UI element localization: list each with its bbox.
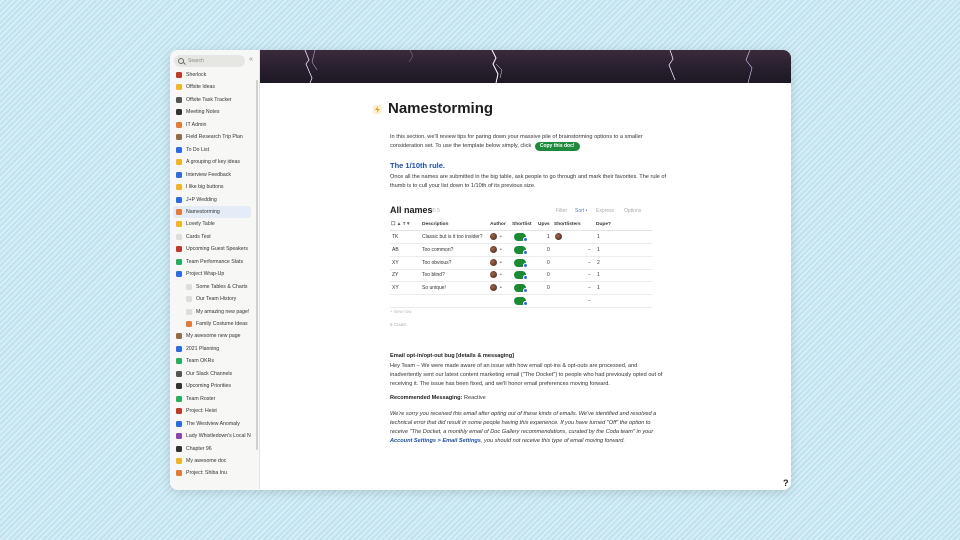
sidebar-item[interactable] <box>173 405 251 417</box>
intro-paragraph <box>390 133 670 151</box>
sidebar-item[interactable] <box>173 268 251 280</box>
shortlist-user-icon <box>523 263 528 268</box>
sidebar-item[interactable] <box>173 430 251 442</box>
page-icon <box>176 184 182 190</box>
page-icon <box>176 84 182 90</box>
sidebar-item[interactable] <box>173 181 251 193</box>
page-icon <box>176 221 182 227</box>
sidebar-item[interactable] <box>173 455 251 467</box>
search-icon <box>178 58 184 64</box>
page-icon <box>176 396 182 402</box>
page-icon <box>176 271 182 277</box>
sidebar-item-label: My awesome new page <box>186 333 241 340</box>
row-dupe: 1 <box>597 234 600 240</box>
header-author[interactable]: Author <box>490 222 506 227</box>
row-upvotes: 0 <box>547 259 550 266</box>
options-button[interactable]: Options <box>624 208 642 214</box>
row-description: So unique! <box>422 285 446 292</box>
sidebar-item-label: Lovely Table <box>186 221 215 228</box>
header-dupe[interactable]: Dupe? <box>596 222 611 227</box>
sidebar-item-label: J+P Wedding <box>186 196 217 203</box>
page-icon <box>186 284 192 290</box>
page-icon <box>176 346 182 352</box>
sidebar-item[interactable] <box>173 69 251 81</box>
page-icon <box>176 97 182 103</box>
header-shortlist[interactable]: Shortlist <box>512 222 532 227</box>
row-upvotes: 1 <box>547 234 550 240</box>
table-row-count: © 5 <box>432 208 440 214</box>
page-icon <box>176 470 182 476</box>
sidebar-item[interactable] <box>173 131 251 143</box>
table-footer-count: 5 Count <box>390 322 406 327</box>
table-row[interactable] <box>390 282 652 295</box>
doc-main <box>260 50 791 490</box>
sidebar-item-label: A grouping of key ideas <box>186 159 240 166</box>
sidebar-item[interactable] <box>173 218 251 230</box>
page-icon <box>176 122 182 128</box>
sidebar-item-label: 2021 Planning <box>186 345 220 352</box>
lightning-icon <box>373 105 382 114</box>
row-shortlisters: – <box>588 272 591 279</box>
page-icon <box>176 259 182 265</box>
sidebar-item[interactable] <box>173 368 251 380</box>
help-button[interactable]: ? <box>783 478 789 488</box>
sidebar-item[interactable] <box>173 243 251 255</box>
sidebar-item[interactable] <box>173 318 251 330</box>
sidebar-item-label: Sherlock <box>186 72 207 78</box>
header-shortlisters[interactable]: Shortlisters <box>554 222 581 227</box>
sidebar-item[interactable] <box>173 169 251 181</box>
sidebar-item-label: Project Wrap-Up <box>186 271 225 278</box>
shortlist-user-icon <box>523 250 528 255</box>
sidebar-item-label: To Do List <box>186 146 210 153</box>
table-row[interactable] <box>390 231 652 244</box>
message-part-2: , you should not receive this type of email moving forward. <box>480 438 625 444</box>
page-icon <box>186 309 192 315</box>
header-description[interactable]: Description <box>422 222 449 227</box>
sidebar-item[interactable] <box>173 144 251 156</box>
sort-button[interactable]: Sort • <box>575 208 588 214</box>
sidebar-item[interactable] <box>173 119 251 131</box>
table-header <box>390 221 652 231</box>
sidebar-item-label: Interview Feedback <box>186 171 231 178</box>
page-icon <box>176 358 182 364</box>
row-description: Classic but is it too insider? <box>422 234 483 240</box>
sidebar-item-label: Field Research Trip Plan <box>186 134 243 141</box>
sidebar-item-label: Team Performance Stats <box>186 258 244 265</box>
table-row[interactable] <box>390 269 652 282</box>
row-dupe: 1 <box>597 246 600 253</box>
shortlist-user-icon <box>523 237 528 242</box>
sidebar-item[interactable] <box>173 106 251 118</box>
row-description: Too blind? <box>422 272 445 279</box>
author-dot: • <box>500 246 502 253</box>
table-row[interactable] <box>390 257 652 270</box>
table-row[interactable] <box>390 244 652 257</box>
sidebar-scrollbar[interactable] <box>256 80 258 450</box>
author-dot: • <box>500 272 502 279</box>
page-icon <box>186 321 192 327</box>
new-row-button[interactable]: + New row <box>390 309 412 314</box>
search-input[interactable] <box>174 55 245 67</box>
row-id: XY <box>392 259 399 266</box>
shortlist-toggle[interactable] <box>514 246 526 254</box>
author-avatar <box>490 246 497 253</box>
page-icon <box>176 333 182 339</box>
author-avatar <box>490 233 497 240</box>
author-dot: • <box>500 259 502 266</box>
row-id: AB <box>392 246 399 253</box>
sidebar-item-label: Our Slack Channels <box>186 370 233 377</box>
express-button[interactable]: Express <box>596 208 615 214</box>
author-avatar <box>490 259 497 266</box>
page-icon <box>176 197 182 203</box>
rec-value: Reactive <box>464 395 486 401</box>
sidebar-item-label: Some Tables & Charts <box>196 283 248 290</box>
sidebar-item-label: Chapter 96 <box>186 445 212 452</box>
sidebar-item-label: Team Roster <box>186 395 216 402</box>
message-part-1: We're sorry you received this email after opting out of these kinds of emails. We've identified and resolved a technical error that did result in some people having this experience. If you have turned "Off" the option to receive "The Docket, a monthly email of Doc Gallery recommendations, curated by the Coda team" in your <box>390 411 657 435</box>
row-id: XY <box>392 285 399 292</box>
row-upvotes: 0 <box>547 285 550 292</box>
sidebar-item[interactable] <box>173 206 251 218</box>
sidebar-item[interactable] <box>173 306 251 318</box>
row-dupe: 1 <box>597 285 600 292</box>
intro-text: In this section, we'll review tips for paring down your massive pile of brainstorming options to a smaller consideration set. To use the template below simply, click <box>390 134 643 149</box>
search-placeholder: Search <box>188 58 204 64</box>
email-bug-body: Hey Team – We were made aware of an issue with how email opt-ins & opt-outs are processed, and inadvertently sent our latest content marketing email ("The Docket") to people who had previously opted out of receiving it. The issue has been fixed, and we'll honor email preferences moving forward. <box>390 363 663 387</box>
header-upvotes[interactable]: Upvs <box>538 222 550 227</box>
sidebar-item[interactable] <box>173 467 251 479</box>
sidebar-item-label: Lady Whistledown's Local N <box>186 433 251 440</box>
page-icon <box>176 383 182 389</box>
sidebar-item[interactable] <box>173 281 251 293</box>
sidebar-item[interactable] <box>173 443 251 455</box>
sidebar-item[interactable] <box>173 94 251 106</box>
rec-label: Recommended Messaging: <box>390 395 463 401</box>
sidebar-item[interactable] <box>173 231 251 243</box>
table-row[interactable] <box>390 295 652 308</box>
sidebar-item-label: Upcoming Priorities <box>186 383 231 390</box>
row-id: TK <box>392 234 399 240</box>
row-dupe: 1 <box>597 272 600 279</box>
sidebar-item[interactable] <box>173 343 251 355</box>
row-description: Too obvious? <box>422 259 452 266</box>
row-id: ZY <box>392 272 399 279</box>
message-paragraph <box>390 410 670 446</box>
page-icon <box>176 246 182 252</box>
sidebar-item-label: My awesome doc <box>186 457 227 464</box>
shortlist-toggle[interactable] <box>514 297 526 305</box>
app-window <box>170 50 791 490</box>
page-icon <box>176 109 182 115</box>
page-icon <box>176 421 182 427</box>
sidebar-item-label: Family Costume Ideas <box>196 321 248 327</box>
shortlist-toggle[interactable] <box>514 233 526 241</box>
row-upvotes: 0 <box>547 246 550 253</box>
page-icon <box>176 234 182 240</box>
recommended-messaging <box>390 395 486 401</box>
collapse-sidebar-icon[interactable]: « <box>249 56 253 63</box>
page-icon <box>176 408 182 414</box>
author-avatar <box>490 284 497 291</box>
table-title: All names <box>390 205 433 215</box>
account-settings-link[interactable]: Account Settings > Email Settings <box>390 438 481 444</box>
rule-text: Once all the names are submitted in the big table, ask people to go through and mark their favorites. The rule of thumb is to cull your list down to 1/10th of its previous size. <box>390 174 667 189</box>
sidebar-item-label: Project: Heist <box>186 408 217 415</box>
shortlist-user-icon <box>523 288 528 293</box>
page-icon <box>176 433 182 439</box>
filter-button[interactable]: Filter <box>556 208 568 214</box>
row-upvotes: 0 <box>547 272 550 279</box>
sidebar-item-label: Offsite Task Tracker <box>186 96 232 103</box>
shortlist-toggle[interactable] <box>514 259 526 267</box>
sidebar-item-label: Project: Shiba Inu <box>186 470 227 477</box>
page-icon <box>176 209 182 215</box>
shortlist-toggle[interactable] <box>514 284 526 292</box>
sidebar-item-label: I like big buttons <box>186 184 224 191</box>
page-icon <box>186 296 192 302</box>
row-description: Too common? <box>422 246 454 253</box>
sidebar-item[interactable] <box>173 355 251 367</box>
shortlist-user-icon <box>523 275 528 280</box>
author-dot: • <box>500 285 502 292</box>
sidebar-item-label: Team OKRs <box>186 358 214 365</box>
sidebar-item-label: Namestorming <box>186 208 220 215</box>
sidebar-item-label: Cards Test <box>186 233 211 240</box>
author-avatar <box>490 271 497 278</box>
page-icon <box>176 371 182 377</box>
row-shortlisters: – <box>588 285 591 292</box>
sidebar-item[interactable] <box>173 330 251 342</box>
page-icon <box>176 147 182 153</box>
header-name-column[interactable]: ☐ ▲ T ▾ <box>391 222 410 227</box>
sidebar-item-label: IT Admin <box>186 121 207 128</box>
row-dupe: 2 <box>597 259 600 266</box>
sidebar-item-label: Upcoming Guest Speakers <box>186 246 248 253</box>
sidebar-item[interactable] <box>173 194 251 206</box>
page-icon <box>176 458 182 464</box>
sidebar-item[interactable] <box>173 81 251 93</box>
page-icon <box>176 159 182 165</box>
shortlist-toggle[interactable] <box>514 271 526 279</box>
row-blank-dash: – <box>588 298 591 304</box>
author-dot: • <box>500 234 502 240</box>
page-icon <box>176 172 182 178</box>
sidebar-item-label: Meeting Notes <box>186 109 220 116</box>
copy-doc-button[interactable]: Copy this doc! <box>535 142 580 151</box>
row-shortlisters: – <box>588 259 591 266</box>
sidebar-item[interactable] <box>173 418 251 430</box>
email-bug-heading: Email opt-in/opt-out bug [details & messaging] <box>390 353 514 359</box>
sidebar-item-label: Our Team History <box>196 296 237 303</box>
page-title: Namestorming <box>388 100 494 117</box>
sidebar-item[interactable] <box>173 293 251 305</box>
sidebar-item[interactable] <box>173 256 251 268</box>
sidebar-item[interactable] <box>173 393 251 405</box>
sidebar-item-label: My amazing new page! <box>196 308 250 315</box>
row-shortlisters: – <box>588 246 591 253</box>
sidebar-item[interactable] <box>173 380 251 392</box>
page-icon <box>176 72 182 78</box>
sidebar-item-label: Offsite Ideas <box>186 84 216 91</box>
page-icon <box>176 446 182 452</box>
sidebar <box>170 50 260 490</box>
shortlister-avatar <box>555 233 562 240</box>
cover-image <box>260 50 791 83</box>
sidebar-item-label: The Westview Anomaly <box>186 420 240 427</box>
page-icon <box>176 134 182 140</box>
sidebar-item[interactable] <box>173 156 251 168</box>
shortlist-user-icon <box>523 301 528 306</box>
rule-heading: The 1/10th rule. <box>390 161 446 170</box>
